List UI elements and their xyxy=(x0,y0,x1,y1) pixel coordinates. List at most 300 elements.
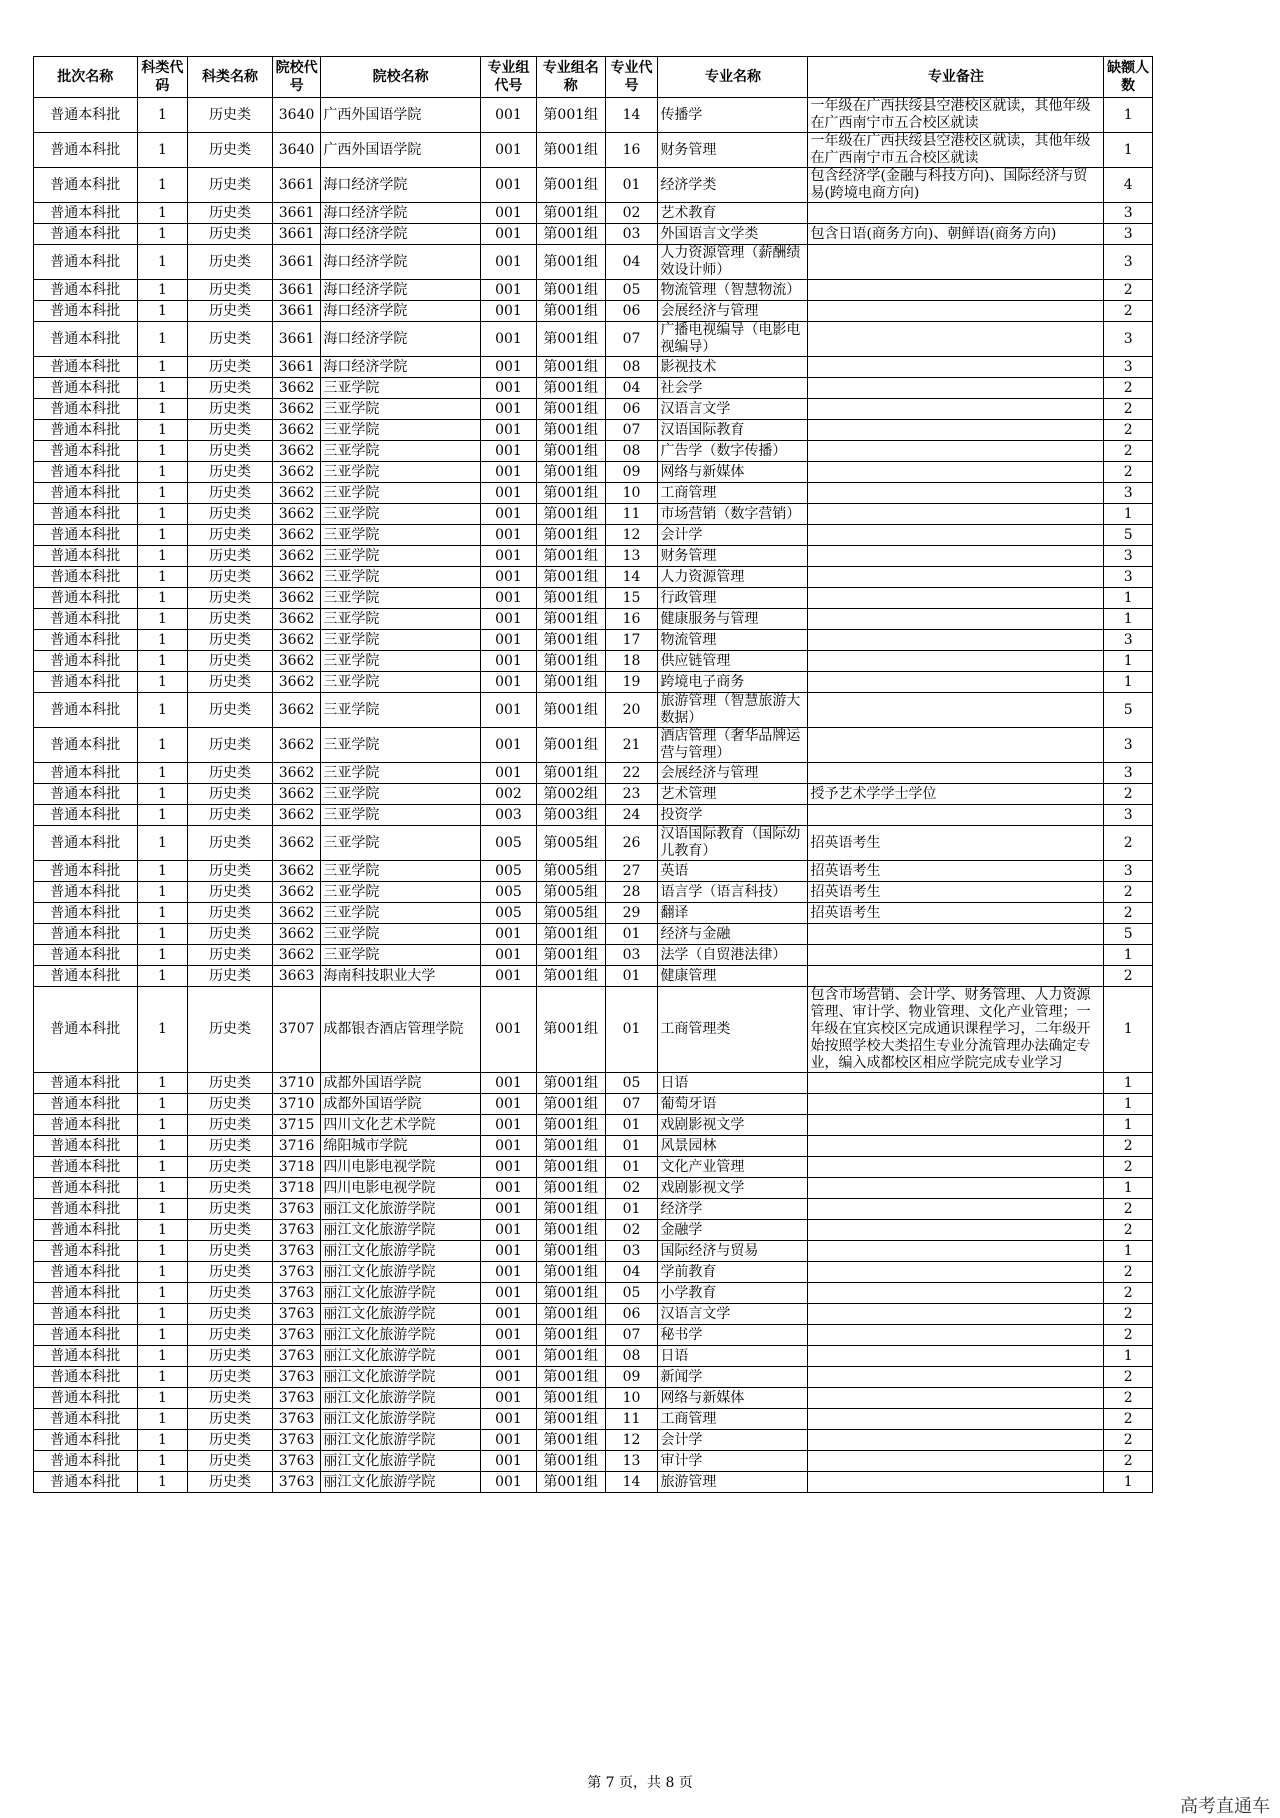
cell-major-code: 02 xyxy=(605,1220,658,1241)
cell-school-code: 3763 xyxy=(272,1346,321,1367)
cell-school-code: 3715 xyxy=(272,1115,321,1136)
cell-major-note xyxy=(808,1241,1104,1262)
cell-batch: 普通本科批 xyxy=(34,1199,138,1220)
cell-school-name: 海口经济学院 xyxy=(321,203,481,224)
cell-major-name: 人力资源管理（薪酬绩效设计师） xyxy=(658,245,808,280)
cell-group-code: 005 xyxy=(480,861,536,882)
cell-major-code: 28 xyxy=(605,882,658,903)
cell-major-note: 一年级在广西扶绥县空港校区就读，其他年级在广西南宁市五合校区就读 xyxy=(808,98,1104,133)
cell-school-code: 3662 xyxy=(272,672,321,693)
cell-major-code: 08 xyxy=(605,1346,658,1367)
cell-vacancy: 2 xyxy=(1104,301,1153,322)
cell-batch: 普通本科批 xyxy=(34,441,138,462)
cell-school-name: 广西外国语学院 xyxy=(321,133,481,168)
cell-major-code: 26 xyxy=(605,826,658,861)
cell-school-name: 三亚学院 xyxy=(321,588,481,609)
cell-subject-name: 历史类 xyxy=(188,1451,273,1472)
cell-group-name: 第001组 xyxy=(536,1325,605,1346)
cell-subject-name: 历史类 xyxy=(188,861,273,882)
cell-school-name: 三亚学院 xyxy=(321,903,481,924)
cell-subject-code: 1 xyxy=(137,1325,188,1346)
cell-vacancy: 1 xyxy=(1104,1073,1153,1094)
cell-major-name: 日语 xyxy=(658,1346,808,1367)
cell-major-code: 19 xyxy=(605,672,658,693)
table-row xyxy=(34,1262,1153,1283)
cell-vacancy: 3 xyxy=(1104,245,1153,280)
cell-major-name: 会展经济与管理 xyxy=(658,301,808,322)
cell-group-code: 001 xyxy=(480,504,536,525)
cell-group-code: 001 xyxy=(480,1346,536,1367)
cell-batch: 普通本科批 xyxy=(34,693,138,728)
cell-group-code: 001 xyxy=(480,357,536,378)
cell-major-code: 07 xyxy=(605,322,658,357)
cell-group-code: 001 xyxy=(480,1178,536,1199)
table-row xyxy=(34,693,1153,728)
cell-vacancy: 3 xyxy=(1104,224,1153,245)
cell-group-code: 001 xyxy=(480,1409,536,1430)
cell-school-name: 三亚学院 xyxy=(321,882,481,903)
cell-subject-name: 历史类 xyxy=(188,1472,273,1493)
cell-major-note xyxy=(808,203,1104,224)
cell-major-note xyxy=(808,546,1104,567)
cell-major-note xyxy=(808,441,1104,462)
cell-major-name: 供应链管理 xyxy=(658,651,808,672)
table-row xyxy=(34,168,1153,203)
table-row xyxy=(34,728,1153,763)
cell-school-name: 海口经济学院 xyxy=(321,322,481,357)
cell-major-note xyxy=(808,483,1104,504)
cell-vacancy: 2 xyxy=(1104,1283,1153,1304)
cell-subject-name: 历史类 xyxy=(188,98,273,133)
cell-major-note xyxy=(808,1409,1104,1430)
cell-subject-name: 历史类 xyxy=(188,224,273,245)
cell-subject-code: 1 xyxy=(137,1220,188,1241)
cell-batch: 普通本科批 xyxy=(34,903,138,924)
cell-major-name: 法学（自贸港法律） xyxy=(658,945,808,966)
cell-group-name: 第001组 xyxy=(536,1430,605,1451)
cell-major-code: 07 xyxy=(605,1094,658,1115)
cell-vacancy: 3 xyxy=(1104,763,1153,784)
cell-school-code: 3662 xyxy=(272,651,321,672)
cell-major-name: 日语 xyxy=(658,1073,808,1094)
cell-major-note xyxy=(808,420,1104,441)
cell-major-name: 汉语国际教育 xyxy=(658,420,808,441)
cell-vacancy: 2 xyxy=(1104,826,1153,861)
cell-group-code: 001 xyxy=(480,1430,536,1451)
table-row xyxy=(34,784,1153,805)
cell-vacancy: 2 xyxy=(1104,378,1153,399)
cell-batch: 普通本科批 xyxy=(34,525,138,546)
cell-subject-name: 历史类 xyxy=(188,1346,273,1367)
cell-subject-name: 历史类 xyxy=(188,672,273,693)
cell-school-code: 3661 xyxy=(272,203,321,224)
cell-school-name: 四川电影电视学院 xyxy=(321,1157,481,1178)
table-row xyxy=(34,1325,1153,1346)
cell-major-name: 旅游管理（智慧旅游大数据） xyxy=(658,693,808,728)
cell-major-note xyxy=(808,1304,1104,1325)
cell-subject-code: 1 xyxy=(137,1409,188,1430)
cell-school-code: 3763 xyxy=(272,1220,321,1241)
cell-major-code: 12 xyxy=(605,1430,658,1451)
cell-group-code: 001 xyxy=(480,322,536,357)
cell-subject-code: 1 xyxy=(137,805,188,826)
cell-group-code: 001 xyxy=(480,1325,536,1346)
cell-school-name: 三亚学院 xyxy=(321,399,481,420)
header-major-name: 专业名称 xyxy=(658,57,808,98)
cell-batch: 普通本科批 xyxy=(34,203,138,224)
header-school-name: 院校名称 xyxy=(321,57,481,98)
cell-group-name: 第001组 xyxy=(536,1451,605,1472)
cell-major-name: 跨境电子商务 xyxy=(658,672,808,693)
cell-subject-code: 1 xyxy=(137,882,188,903)
cell-group-code: 001 xyxy=(480,1472,536,1493)
cell-group-name: 第001组 xyxy=(536,399,605,420)
table-row xyxy=(34,672,1153,693)
cell-major-note xyxy=(808,504,1104,525)
cell-major-note xyxy=(808,322,1104,357)
cell-vacancy: 2 xyxy=(1104,1451,1153,1472)
cell-group-code: 001 xyxy=(480,1304,536,1325)
cell-batch: 普通本科批 xyxy=(34,322,138,357)
cell-vacancy: 2 xyxy=(1104,1220,1153,1241)
cell-school-name: 丽江文化旅游学院 xyxy=(321,1199,481,1220)
cell-subject-code: 1 xyxy=(137,301,188,322)
cell-subject-name: 历史类 xyxy=(188,588,273,609)
cell-school-name: 海口经济学院 xyxy=(321,245,481,280)
cell-subject-name: 历史类 xyxy=(188,1157,273,1178)
cell-school-name: 三亚学院 xyxy=(321,504,481,525)
cell-school-name: 三亚学院 xyxy=(321,861,481,882)
cell-batch: 普通本科批 xyxy=(34,1388,138,1409)
cell-subject-code: 1 xyxy=(137,1367,188,1388)
cell-major-note: 包含日语(商务方向)、朝鲜语(商务方向) xyxy=(808,224,1104,245)
cell-major-name: 经济学类 xyxy=(658,168,808,203)
cell-subject-name: 历史类 xyxy=(188,357,273,378)
cell-vacancy: 1 xyxy=(1104,987,1153,1073)
cell-major-note xyxy=(808,1325,1104,1346)
cell-vacancy: 3 xyxy=(1104,546,1153,567)
cell-subject-code: 1 xyxy=(137,546,188,567)
cell-subject-name: 历史类 xyxy=(188,630,273,651)
header-group-name: 专业组名称 xyxy=(536,57,605,98)
cell-school-name: 成都外国语学院 xyxy=(321,1073,481,1094)
cell-vacancy: 2 xyxy=(1104,903,1153,924)
cell-school-code: 3763 xyxy=(272,1262,321,1283)
cell-subject-code: 1 xyxy=(137,98,188,133)
cell-group-name: 第001组 xyxy=(536,651,605,672)
cell-batch: 普通本科批 xyxy=(34,504,138,525)
cell-batch: 普通本科批 xyxy=(34,483,138,504)
cell-school-name: 丽江文化旅游学院 xyxy=(321,1262,481,1283)
cell-subject-name: 历史类 xyxy=(188,1262,273,1283)
table-body xyxy=(34,98,1153,1493)
cell-major-name: 会计学 xyxy=(658,525,808,546)
cell-major-name: 健康管理 xyxy=(658,966,808,987)
cell-major-name: 语言学（语言科技） xyxy=(658,882,808,903)
cell-school-code: 3662 xyxy=(272,728,321,763)
cell-major-note xyxy=(808,672,1104,693)
cell-vacancy: 2 xyxy=(1104,462,1153,483)
header-group-code: 专业组代号 xyxy=(480,57,536,98)
cell-batch: 普通本科批 xyxy=(34,1136,138,1157)
cell-subject-code: 1 xyxy=(137,203,188,224)
cell-school-code: 3662 xyxy=(272,861,321,882)
cell-vacancy: 2 xyxy=(1104,280,1153,301)
cell-school-name: 广西外国语学院 xyxy=(321,98,481,133)
cell-subject-code: 1 xyxy=(137,1073,188,1094)
cell-school-code: 3662 xyxy=(272,945,321,966)
cell-group-code: 001 xyxy=(480,588,536,609)
cell-vacancy: 1 xyxy=(1104,651,1153,672)
cell-school-code: 3718 xyxy=(272,1178,321,1199)
cell-school-name: 三亚学院 xyxy=(321,462,481,483)
header-vacancy: 缺额人数 xyxy=(1104,57,1153,98)
table-row xyxy=(34,861,1153,882)
cell-school-code: 3763 xyxy=(272,1199,321,1220)
cell-subject-name: 历史类 xyxy=(188,567,273,588)
table-row xyxy=(34,322,1153,357)
cell-school-name: 三亚学院 xyxy=(321,567,481,588)
cell-subject-code: 1 xyxy=(137,588,188,609)
cell-batch: 普通本科批 xyxy=(34,1220,138,1241)
cell-batch: 普通本科批 xyxy=(34,245,138,280)
cell-subject-name: 历史类 xyxy=(188,301,273,322)
cell-school-name: 海口经济学院 xyxy=(321,168,481,203)
cell-school-name: 绵阳城市学院 xyxy=(321,1136,481,1157)
cell-vacancy: 1 xyxy=(1104,504,1153,525)
table-row xyxy=(34,1136,1153,1157)
cell-batch: 普通本科批 xyxy=(34,651,138,672)
cell-group-name: 第001组 xyxy=(536,357,605,378)
cell-school-code: 3661 xyxy=(272,168,321,203)
cell-school-code: 3763 xyxy=(272,1388,321,1409)
cell-subject-code: 1 xyxy=(137,462,188,483)
cell-major-code: 01 xyxy=(605,987,658,1073)
cell-major-note xyxy=(808,280,1104,301)
cell-vacancy: 1 xyxy=(1104,1472,1153,1493)
cell-group-name: 第001组 xyxy=(536,693,605,728)
cell-group-name: 第005组 xyxy=(536,861,605,882)
cell-major-note xyxy=(808,588,1104,609)
cell-group-name: 第001组 xyxy=(536,1346,605,1367)
table-row xyxy=(34,567,1153,588)
cell-subject-code: 1 xyxy=(137,1199,188,1220)
cell-group-name: 第001组 xyxy=(536,203,605,224)
cell-group-code: 001 xyxy=(480,1157,536,1178)
cell-major-name: 物流管理 xyxy=(658,630,808,651)
cell-subject-code: 1 xyxy=(137,224,188,245)
cell-batch: 普通本科批 xyxy=(34,882,138,903)
cell-subject-name: 历史类 xyxy=(188,133,273,168)
cell-vacancy: 1 xyxy=(1104,98,1153,133)
cell-vacancy: 1 xyxy=(1104,133,1153,168)
cell-subject-name: 历史类 xyxy=(188,784,273,805)
cell-school-code: 3640 xyxy=(272,133,321,168)
cell-group-name: 第001组 xyxy=(536,945,605,966)
cell-subject-code: 1 xyxy=(137,378,188,399)
cell-major-note xyxy=(808,301,1104,322)
cell-major-code: 04 xyxy=(605,378,658,399)
table-row xyxy=(34,224,1153,245)
cell-school-name: 海口经济学院 xyxy=(321,357,481,378)
cell-major-note: 招英语考生 xyxy=(808,903,1104,924)
cell-school-name: 丽江文化旅游学院 xyxy=(321,1472,481,1493)
cell-school-name: 三亚学院 xyxy=(321,805,481,826)
cell-batch: 普通本科批 xyxy=(34,945,138,966)
cell-major-name: 艺术教育 xyxy=(658,203,808,224)
cell-subject-name: 历史类 xyxy=(188,1304,273,1325)
table-row xyxy=(34,98,1153,133)
cell-group-name: 第001组 xyxy=(536,1262,605,1283)
table-row xyxy=(34,378,1153,399)
cell-batch: 普通本科批 xyxy=(34,1157,138,1178)
cell-subject-code: 1 xyxy=(137,861,188,882)
cell-school-name: 丽江文化旅游学院 xyxy=(321,1304,481,1325)
cell-vacancy: 3 xyxy=(1104,805,1153,826)
cell-group-code: 001 xyxy=(480,651,536,672)
cell-school-code: 3763 xyxy=(272,1430,321,1451)
cell-major-code: 16 xyxy=(605,133,658,168)
cell-school-code: 3763 xyxy=(272,1367,321,1388)
table-row xyxy=(34,1115,1153,1136)
cell-school-code: 3662 xyxy=(272,882,321,903)
cell-group-code: 005 xyxy=(480,826,536,861)
cell-group-code: 001 xyxy=(480,1388,536,1409)
cell-group-code: 001 xyxy=(480,1136,536,1157)
table-row xyxy=(34,357,1153,378)
cell-school-code: 3662 xyxy=(272,924,321,945)
cell-major-note xyxy=(808,462,1104,483)
cell-subject-code: 1 xyxy=(137,1262,188,1283)
cell-subject-code: 1 xyxy=(137,504,188,525)
cell-subject-code: 1 xyxy=(137,784,188,805)
cell-vacancy: 1 xyxy=(1104,1115,1153,1136)
cell-school-code: 3662 xyxy=(272,805,321,826)
cell-vacancy: 2 xyxy=(1104,399,1153,420)
cell-subject-name: 历史类 xyxy=(188,924,273,945)
cell-group-code: 001 xyxy=(480,728,536,763)
cell-vacancy: 2 xyxy=(1104,1136,1153,1157)
cell-subject-code: 1 xyxy=(137,280,188,301)
cell-major-note xyxy=(808,1220,1104,1241)
cell-subject-code: 1 xyxy=(137,945,188,966)
cell-school-code: 3710 xyxy=(272,1073,321,1094)
cell-school-code: 3640 xyxy=(272,98,321,133)
cell-group-code: 001 xyxy=(480,546,536,567)
header-batch: 批次名称 xyxy=(34,57,138,98)
cell-subject-name: 历史类 xyxy=(188,1388,273,1409)
cell-batch: 普通本科批 xyxy=(34,168,138,203)
cell-school-code: 3661 xyxy=(272,322,321,357)
cell-group-name: 第001组 xyxy=(536,1094,605,1115)
table-row xyxy=(34,301,1153,322)
cell-major-name: 市场营销（数字营销） xyxy=(658,504,808,525)
cell-subject-name: 历史类 xyxy=(188,420,273,441)
cell-subject-code: 1 xyxy=(137,245,188,280)
cell-major-note xyxy=(808,1157,1104,1178)
cell-school-name: 成都银杏酒店管理学院 xyxy=(321,987,481,1073)
cell-major-name: 新闻学 xyxy=(658,1367,808,1388)
cell-group-code: 001 xyxy=(480,1073,536,1094)
cell-school-code: 3763 xyxy=(272,1472,321,1493)
cell-school-code: 3662 xyxy=(272,546,321,567)
cell-major-note xyxy=(808,245,1104,280)
cell-batch: 普通本科批 xyxy=(34,1073,138,1094)
cell-subject-name: 历史类 xyxy=(188,1283,273,1304)
cell-group-name: 第001组 xyxy=(536,525,605,546)
cell-subject-code: 1 xyxy=(137,1472,188,1493)
table-row xyxy=(34,1346,1153,1367)
cell-group-code: 001 xyxy=(480,567,536,588)
cell-school-code: 3662 xyxy=(272,609,321,630)
cell-subject-name: 历史类 xyxy=(188,322,273,357)
cell-subject-name: 历史类 xyxy=(188,378,273,399)
table-row xyxy=(34,441,1153,462)
cell-vacancy: 1 xyxy=(1104,609,1153,630)
cell-group-code: 001 xyxy=(480,987,536,1073)
table-row xyxy=(34,1094,1153,1115)
cell-subject-code: 1 xyxy=(137,728,188,763)
cell-group-name: 第001组 xyxy=(536,1409,605,1430)
cell-major-note xyxy=(808,357,1104,378)
cell-major-name: 酒店管理（奢华品牌运营与管理） xyxy=(658,728,808,763)
cell-major-name: 影视技术 xyxy=(658,357,808,378)
table-row xyxy=(34,826,1153,861)
cell-vacancy: 5 xyxy=(1104,693,1153,728)
cell-school-name: 四川电影电视学院 xyxy=(321,1178,481,1199)
table-row xyxy=(34,1388,1153,1409)
cell-subject-code: 1 xyxy=(137,357,188,378)
cell-subject-name: 历史类 xyxy=(188,728,273,763)
cell-school-name: 四川文化艺术学院 xyxy=(321,1115,481,1136)
cell-subject-name: 历史类 xyxy=(188,1178,273,1199)
table-row xyxy=(34,945,1153,966)
cell-major-code: 22 xyxy=(605,763,658,784)
table-row xyxy=(34,203,1153,224)
cell-school-name: 三亚学院 xyxy=(321,784,481,805)
cell-subject-code: 1 xyxy=(137,1136,188,1157)
cell-major-name: 审计学 xyxy=(658,1451,808,1472)
cell-group-name: 第001组 xyxy=(536,441,605,462)
cell-group-code: 001 xyxy=(480,630,536,651)
cell-group-code: 001 xyxy=(480,420,536,441)
cell-major-name: 文化产业管理 xyxy=(658,1157,808,1178)
cell-group-code: 001 xyxy=(480,1367,536,1388)
cell-major-code: 01 xyxy=(605,168,658,203)
cell-subject-code: 1 xyxy=(137,441,188,462)
cell-batch: 普通本科批 xyxy=(34,1367,138,1388)
cell-group-code: 001 xyxy=(480,1241,536,1262)
cell-major-code: 17 xyxy=(605,630,658,651)
cell-subject-name: 历史类 xyxy=(188,693,273,728)
cell-major-code: 03 xyxy=(605,1241,658,1262)
cell-subject-code: 1 xyxy=(137,826,188,861)
cell-group-code: 001 xyxy=(480,1451,536,1472)
cell-major-note xyxy=(808,1115,1104,1136)
table-row xyxy=(34,630,1153,651)
cell-major-note xyxy=(808,1472,1104,1493)
cell-vacancy: 1 xyxy=(1104,1178,1153,1199)
cell-school-code: 3661 xyxy=(272,357,321,378)
table-row xyxy=(34,1283,1153,1304)
table-row xyxy=(34,763,1153,784)
cell-subject-code: 1 xyxy=(137,1451,188,1472)
table-row xyxy=(34,987,1153,1073)
cell-batch: 普通本科批 xyxy=(34,763,138,784)
cell-major-note xyxy=(808,966,1104,987)
cell-subject-name: 历史类 xyxy=(188,399,273,420)
cell-school-name: 丽江文化旅游学院 xyxy=(321,1430,481,1451)
